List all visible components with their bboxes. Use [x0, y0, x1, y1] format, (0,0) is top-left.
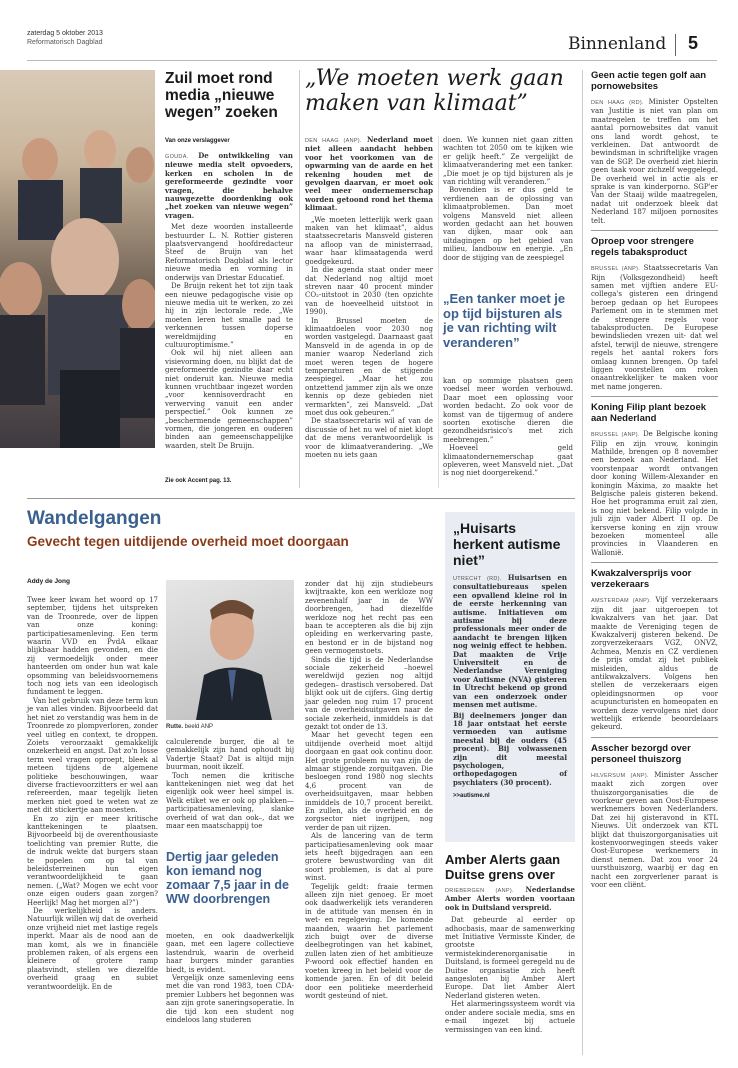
wandel-col2: calculerende burger, die al te gemakkelijk zijn hand ophoudt bij Vadertje Staat? Dat is altijd mijn buurman, nooit ikzelf. Toch nemen die kritische kanttekeningen niet weg dat het eigenlijk ook weer heel simpel is. Welk etiket we er ook op plakken—participatiesamenleving, slanke overheid of wat dan ook–, dat we maar een maatschappij toe	[166, 738, 294, 831]
page-date: zaterdag 5 oktober 2013	[27, 30, 103, 37]
zuil-headline: Zuil moet rond media „nieuwe wegen” zoeken	[165, 70, 278, 121]
klimaat-p1: „We moeten letterlijk werk gaan maken van het klimaat”, aldus staatssecretaris Mansveld gisteren na afloop van de ministerraad, waar haar klimaatagenda werd goedgekeurd.	[305, 215, 433, 266]
amber-body: DRIEBERGEN (ANP). Nederlandse Amber Alerts worden voortaan ook in Duitsland verspreid. Dat gebeurde al eerder op adhocbasis, maar de samenwerking met Initiative Vermisste Kinder, de grootste vermistekinderenorganisatie in Duitsland, is formeel geregeld nu de Duitse organisatie zich heeft aangesloten bij Amber Alert Europe. Dat liet Amber Alert Nederland gisteren weten. Het alarmeringssysteem wordt via onder andere sociale media, sms en e-mail ingezet bij actuele vermissingen van een kind.	[445, 885, 575, 1034]
wandel-col2b: moeten, en ook daadwerkelijk gaan, met een lagere collectieve lastendruk, waarin de overheid haar burgers minder garanties biedt, is evident. Vergelijk onze samenleving eens met die van rond 1983, toen CDA-premier Lubbers het begonnen was aan zijn grote saneringsoperatie. In die tijd kon een student nog eindeloos lang studeren	[166, 932, 294, 1025]
thuiszorg-headline: Asscher bezorgd over personeel thuiszorg	[591, 742, 691, 765]
klimaat-col1: DEN HAAG (ANP). Nederland moet niet alleen aandacht hebben voor het voorkomen van de opwarming van de aarde en het rekening houden met de gevolgen daarvan, er moet ook veel meer ondernemerschap worden getoond rond het thema klimaat. „We moeten letterlijk werk gaan maken van het klimaat”, aldus staatssecretaris Mansveld gisteren na afloop van de ministerraad, waar haar klimaatagenda werd goedgekeurd. In die agenda staat onder meer dat Nederland nog altijd moet streven naar 40 procent minder CO₂-uitstoot in 2030 (ten opzichte van de hoeveelheid uitstoot in 1990). In Brussel moeten de klimaatdoelen voor 2030 nog worden vastgelegd. Daarnaast gaat Mansveld in de agenda in op de manier waarop Nederland zich moet weren tegen de hogere temperaturen en de stijgende zeespiegel. „Maar het zou ontzettend jammer zijn als we onze kennis op deze gebieden niet vermarkten”, zei Mansveld. „Dat moet dus ook gebeuren.” De staatssecretaris wil af van de discussie of het nu wel of niet klopt dat de mens verantwoordelijk is voor de klimaatverandering. „We moeten nu iets gaan	[305, 135, 433, 460]
wandel-col1: Twee keer kwam het woord op 17 september, tijdens het uitspreken van de Troonrede, over de lippen van onze koning: participatiesamenleving. Een term waarin VVD en PvdA elkaar blijkbaar hadden gevonden, en die zij vermoedelijk onder meer hanteerden om onder hun wat kale opsomming van beleidsvoornemens toch nog iets van een ideologisch fundament te leggen. Van het gebruik van deze term kun je van alles vinden. Bijvoorbeeld dat het niet zo verstandig was hem in de Troonrede zo plompverloren, zonder veel uitleg en context, te droppen. Zoiets veroorzaakt gemakkelijk onzekerheid en angst. Dat zo'n losse term veel vragen oproept, bleek al meteen tijdens de algemene politieke beschouwingen, waar diverse fractievoorzitters er wel aan refereerden, maar tegelijk lieten merken niet goed te weten wat ze met dit stickertje aan moesten. En zo zijn er meer kritische kanttekeningen te plaatsen. Bijvoorbeeld bij de overenthousiaste toelichting van premier Rutte, die de indruk wekte dat burgers staan te popelen om op tal van beleidsterreinen hun eigen verantwoordelijkheid te gaan nemen. („Wat? Mogen we echt voor onze eigen ouders gaan zorgen? Heerlijk! Mag het morgen al?”) De werkelijkheid is anders. Natuurlijk willen wij dat de overheid onze vrijheid niet met lastige regels inperkt. Maar als de nood aan de man komt, als we in financiële problemen raken, of als ergens een kleinere of grotere ramp plaatsvindt, stellen we diezelfde overheid graag en subiet verantwoordelijk. En de	[27, 596, 158, 991]
klimaat-col2	[443, 136, 573, 262]
klimaat-col2b	[443, 377, 573, 478]
conference-photo	[0, 70, 155, 448]
news-sidebar	[591, 70, 718, 889]
zuil-dateline: GOUDA.	[165, 154, 189, 160]
autisme-link[interactable]: >>autisme.nl	[453, 793, 490, 800]
zuil-see-also[interactable]: Zie ook Accent pag. 13.	[165, 478, 232, 484]
filip-headline: Koning Filip plant bezoek aan Nederland	[591, 402, 707, 425]
rutte-caption: Rutte. beeld ANP	[166, 724, 214, 730]
publication-name: Reformatorisch Dagblad	[27, 39, 103, 46]
autisme-body: UTRECHT (RD). Huisartsen en consultatiebureaus spelen een opvallend kleine rol in de eerste herkenning van autisme. Initiatieven om autisme bij deze professionals meer onder de aandacht te brengen lijken nog weinig effect te hebben. Dat maakten de Vrije Universiteit en de Nederlandse Vereniging voor Autisme (NVA) gisteren in Utrecht bekend op grond van een onderzoek onder mensen met autisme. Bij deelnemers jonger dan 18 jaar ontstaat het eerste vermoeden van autisme meestal bij de ouders (45 procent). Bij volwassenen zijn dit meestal psychologen, orthopedagogen of psychiaters (30 procent).	[453, 573, 567, 787]
tabak-body: BRUSSEL (ANP). Staatssecretaris Van Rijn (Volksgezondheid) heeft samen met vijftien andere EU-collega's gisteren een dringend beroep gedaan op het Europees Parlement om in te stemmen met de strengere regels voor tabaksproducten. De Europese bewindslieden vrezen uit- dat wel afstel, terwijl de nieuwe, strengere regels het aantal rokers fors omlaag kunnen brengen. Op tafel liggen voorstellen om roken onaantrekkelijker te maken voor met name jongeren.	[591, 264, 718, 391]
klimaat-p3: In Brussel moeten de klimaatdoelen voor 2030 nog worden vastgelegd. Daarnaast gaat Mansveld in de agenda in op de manier waarop Nederland zich moet weren tegen de hogere temperaturen en de stijgende zeespiegel. „Maar het zou ontzettend jammer zijn als we onze kennis op deze gebieden niet vermarkten”, zei Mansveld. „Dat moet dus ook gebeuren.”	[305, 316, 433, 417]
porno-headline: Geen actie tegen golf aan pornowebsites	[591, 70, 707, 92]
zuil-p2: De Bruijn rekent het tot zijn taak een nieuwe pedagogische visie op nieuwe media uit te werken, zo zei hij in zijn lectorale rede. „We moeten leren het smalle pad te verkennen tussen doperse wereldmijding en cultuuroptimisme.”	[165, 282, 293, 349]
klimaat-p5: doen. We kunnen niet gaan zitten wachten tot 2050 om te kijken wie er gelijk heeft.” Ze vergelijkt de klimaatverandering met een tanker. „Die moet je op tijd bijsturen als je van richting wilt veranderen.”	[443, 136, 573, 187]
wandel-author: Addy de Jong	[27, 578, 70, 585]
zuil-byline: Van onze verslaggever	[165, 138, 230, 144]
wandel-headline: Gevecht tegen uitdijende overheid moet doorgaan	[27, 534, 349, 549]
section-title: Binnenland	[568, 34, 667, 54]
wandel-col3: zonder dat hij zijn studiebeurs kwijtraakte, kon een werkloze nog zevenenhalf jaar in de WW doorbrengen, had diezelfde werkloze nog het recht pas een baan te accepteren als die bij zijn opleiding en werkervaring paste, en bestond er in de bijstand nog geen vermogenstoets. Sinds die tijd is de Nederlandse sociale zekerheid –hoewel wereldwijd gezien nog altijd gedegen– drastisch versobered. Dat blijkt ook uit de cijfers. Ging dertig jaar geleden nog ruim 17 procent van de overheidsuitgaven naar de sociale zekerheid, inmiddels is dat gezakt tot onder de 13. Maar het gevecht tegen een uitdijende overheid moet altijd doorgaan en gaat ook continu door. Het grote probleem nu van zijn de almaar stijgende zorguitgaven. Die besloegen rond 1980 nog slechts 4,6 procent van de overheidsuitgaven, maar hebben inmiddels de 10,7 procent bereikt. En zullen, als de overheid en de zorgsector niet ingrijpen, nog verder de pan uit rijzen. Als de lancering van de term participatiesamenleving ook maar iets heeft bijgedragen aan een grotere bewustwording van dit soort problemen, is dat al pure winst. Tegelijk geldt: fraaie termen alleen zijn niet genoeg. Er moet ook daadwerkelijk iets veranderen in de attitude van mensen én in wet- en regelgeving. De komende maanden, waarin het parlement zich buigt over de diverse deelbegrotingen van het kabinet, zullen laten zien of het ambitieuze P-woord ook effectief handen en voeten kreeg in het beleid voor de komende jaren. En of dit beleid door een politieke meerderheid wordt gesteund of niet.	[305, 580, 433, 1000]
porno-body: DEN HAAG (RD). Minister Opstelten van Justitie is niet van plan om maatregelen te treffen om het aantal pornowebsites dat vanuit ons land wordt gehost, te verkleinen. Dat antwoordt de bewindsman in schriftelijke vragen van de SGP. De overheid ziet hierin geen taak voor zichzelf weggelegd. De overheid wel in actie als er sprake is van kinderporno. SGP'er Van der Staaij wilde maatregelen, nadat uit onderzoek bleek dat Nederland 187 miljoen pornosites telt.	[591, 98, 719, 225]
autisme-headline: „Huisarts herkent autisme niet”	[453, 520, 561, 568]
tabak-headline: Oproep voor strengere regels tabaksproduct	[591, 236, 694, 259]
zuil-p1: Met deze woorden installeerde bestuurder L. N. Rottier gisteren plaatsvervangend hoofdredacteur Steef de Bruijn van het Reformatorisch Dagblad als lector nieuwe media en vorming in onderwijs van Driestar Educatief.	[165, 223, 293, 282]
audience-illustration	[0, 70, 155, 448]
rutte-photo	[166, 580, 294, 720]
kwakzalver-headline: Kwakzalversprijs voor verzekeraars	[591, 568, 692, 591]
wandel-pullquote: Dertig jaar geleden kon iemand nog zomaar 7,5 jaar in de WW doorbrengen	[166, 850, 289, 906]
autisme-box	[445, 512, 575, 842]
zuil-p3: Ook wil hij niet alleen aan visievorming doen, nu blijkt dat de gereformeerde gezindte daar echt niet onderuit kan. Nieuwe media kunnen vruchtbaar ingezet worden „voor kennisoverdracht en verwerving vanuit een ander perspectief.” Ook kunnen ze „beschermende gemeenschappen” vormen, die jongeren en ouderen binden aan gemeenschappelijke waarden, stelt De Bruijn.	[165, 349, 293, 450]
klimaat-headline: „We moeten werk gaan maken van klimaat”	[305, 66, 564, 116]
zuil-body: GOUDA. De ontwikkeling van nieuwe media stelt opvoeders, kerken en scholen in de gereformeerde gezindte voor vragen, die behalve nauwgezette doordenking ook „het zoeken van nieuwe wegen” vragen. Met deze woorden installeerde bestuurder L. N. Rottier gisteren plaatsvervangend hoofdredacteur Steef de Bruijn van het Reformatorisch Dagblad als lector nieuwe media en vorming in onderwijs van Driestar Educatief. De Bruijn rekent het tot zijn taak een nieuwe pedagogische visie op nieuwe media uit te werken, zo zei hij in zijn lectorale rede. „We moeten leren het smalle pad te verkennen tussen doperse wereldmijding en cultuuroptimisme.” Ook wil hij niet alleen aan visievorming doen, nu blijkt dat de gereformeerde gezindte daar echt niet onderuit kan. Nieuwe media kunnen vruchtbaar ingezet worden „voor kennisoverdracht en verwerving vanuit een ander perspectief.” Ook kunnen ze „beschermende gemeenschappen” vormen, die jongeren en ouderen binden aan gemeenschappelijke waarden, stelt De Bruijn.	[165, 151, 293, 450]
klimaat-pullquote: „Een tanker moet je op tijd bijsturen als je van richting wilt veranderen”	[443, 291, 566, 350]
klimaat-p8: Hoeveel geld klimaatondernemerschap gaat opleveren, weet Mansveld niet. „Dat is nog niet doorgerekend.”	[443, 444, 573, 478]
klimaat-p6: Bovendien is er dus geld te verdienen aan de oplossing van klimaatproblemen. Dan moet volgens Mansveld niet alleen worden gedacht aan het bouwen van dijken, maar ook aan uitdagingen op het gebied van milieu, landbouw en energie. „En door de stijging van de zeespiegel	[443, 186, 573, 262]
klimaat-dateline: DEN HAAG (ANP).	[305, 138, 362, 144]
filip-body: BRUSSEL (ANP). De Belgische koning Filip en zijn vrouw, koningin Mathilde, brengen op 8 november een bezoek aan Nederland. Het voorstenpaar wordt ontvangen door koning Willem-Alexander en koningin Máxima, zo maakte het Belgische paleis gisteren bekend. Hoe het programma eruit zal zien, is nog niet bekend. Filip volgde in juli zijn vader Albert II op. De kersverse koning en zijn vrouw bezoeken momenteel alle provincies in Vlaanderen en Wallonië.	[591, 430, 718, 557]
amber-headline: Amber Alerts gaan Duitse grens over	[445, 852, 561, 882]
page-number: 5	[688, 33, 699, 53]
wandel-kicker: Wandelgangen	[27, 508, 162, 529]
kwakzalver-body: AMSTERDAM (ANP). Vijf verzekeraars zijn dit jaar uitgeroepen tot kwakzalvers van het jaar. Dat maakte de Vereniging tegen de Kwakzalverij gisteren bekend. De zorgverzekeraars VGZ, ONVZ, Achmea, Menzis en CZ verdienen de prijs omdat zij het publiek misleiden, aldus de antikwakzalvers. Volgens hen stellen de verzekeraars eigen opleidingsnormen op voor acupuncturisten en homeopaten en worden deze vervolgens niet door wettelijk erkende beoordelaars gekeurd.	[591, 596, 718, 732]
klimaat-p7: kan op sommige plaatsen geen voedsel meer worden verbouwd. Daar moet een oplossing voor worden bedacht. Zo ook voor de komst van de tijgermug of andere soorten exotische dieren die gezondheidsrisico's met zich meebrengen.”	[443, 377, 573, 444]
klimaat-p4: De staatssecretaris wil af van de discussie of het nu wel of niet klopt dat de mens verantwoordelijk is voor de klimaatverandering. „We moeten nu iets gaan	[305, 417, 433, 460]
klimaat-p2: In die agenda staat onder meer dat Nederland nog altijd moet streven naar 40 procent minder CO₂-uitstoot in 2030 (ten opzichte van de hoeveelheid uitstoot in 1990).	[305, 266, 433, 317]
thuiszorg-body: HILVERSUM (ANP). Minister Asscher maakt zich zorgen over thuiszorgorganisaties die de voorkeur geven aan Oost-Europese werknemers boven Nederlanders. Dat zei hij gisteravond in KTL Nieuws. Uit onderzoek van KTL blijkt dat thuiszorgorganisaties uit kostenvoorwegingen steeds vaker Oost-Europese werknemers in dienst nemen. Dat zou voor 24 uursthuiszorg, waarbij er dag en nacht een zorgverlener paraat is voor een cliënt.	[591, 770, 718, 890]
